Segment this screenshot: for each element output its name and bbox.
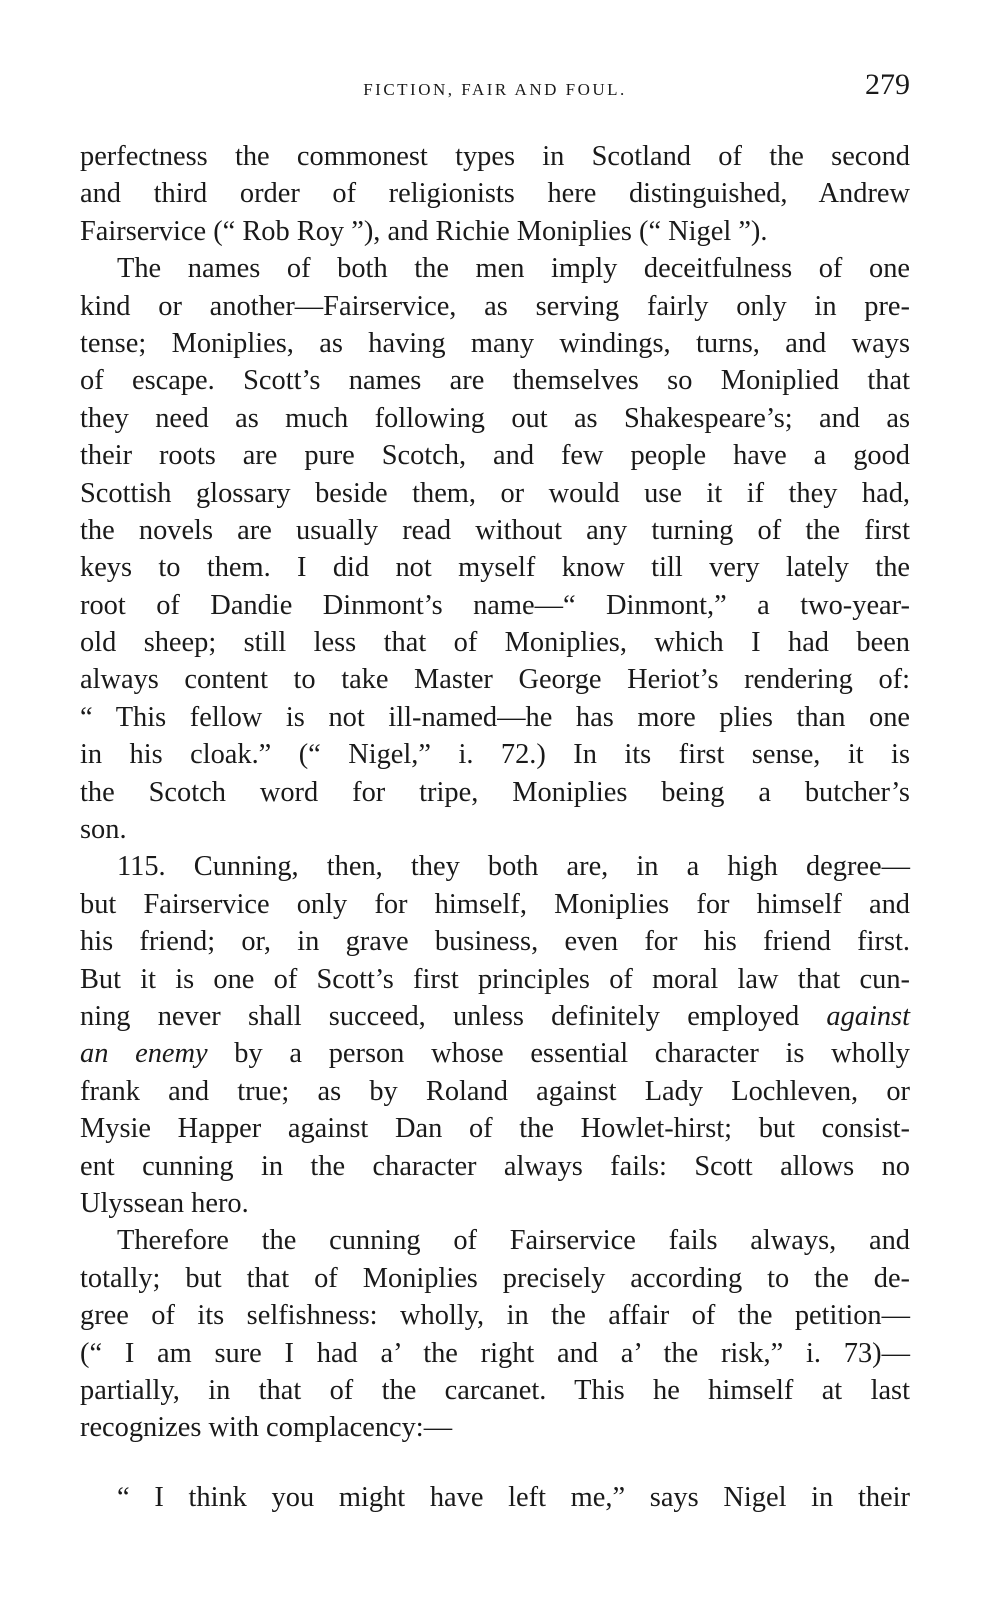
running-head xyxy=(80,68,910,112)
body-text xyxy=(80,138,910,1516)
text-line: Fairservice (“ Rob Roy ”), and Richie Moniplies (“ Nigel ”). xyxy=(80,215,768,247)
text-line: totally; but that of Moniplies precisely according to the de- xyxy=(80,1262,910,1294)
text-line: they need as much following out as Shakespeare’s; and as xyxy=(80,402,910,434)
text-line: in his cloak.” (“ Nigel,” i. 72.) In its first sense, it is xyxy=(80,739,910,771)
italic-phrase: against xyxy=(826,1000,910,1032)
text-line: of escape. Scott’s names are themselves so Moniplied that xyxy=(80,365,910,397)
text-line: Mysie Happer against Dan of the Howlet-hirst; but consist- xyxy=(80,1113,910,1145)
text-line: ent cunning in the character always fails: Scott allows no xyxy=(80,1150,910,1182)
text-line: But it is one of Scott’s first principles of moral law that cun- xyxy=(80,963,910,995)
text-line: kind or another—Fairservice, as serving fairly only in pre- xyxy=(80,290,910,322)
text-line: but Fairservice only for himself, Moniplies for himself and xyxy=(80,888,910,920)
text-line: the Scotch word for tripe, Moniplies being a butcher’s xyxy=(80,776,910,808)
text-line: old sheep; still less that of Moniplies, which I had been xyxy=(80,627,910,659)
text-line: Scottish glossary beside them, or would use it if they had, xyxy=(80,477,910,509)
text-line: tense; Moniplies, as having many windings, turns, and ways xyxy=(80,327,910,359)
text-line: (“ I am sure I had a’ the right and a’ the risk,” i. 73)— xyxy=(80,1337,910,1369)
text-segment: ning never shall succeed, unless definitely employed xyxy=(80,1000,800,1032)
text-line: “ This fellow is not ill-named—he has more plies than one xyxy=(80,701,910,733)
text-line: their roots are pure Scotch, and few people have a good xyxy=(80,440,910,472)
text-line xyxy=(80,998,910,1035)
italic-phrase: an enemy xyxy=(80,1038,208,1070)
text-line: always content to take Master George Heriot’s rendering of: xyxy=(80,664,910,696)
text-line: gree of its selfishness: wholly, in the affair of the petition— xyxy=(80,1300,910,1332)
page-number: 279 xyxy=(865,68,910,101)
text-line: his friend; or, in grave business, even for his friend first. xyxy=(80,926,910,958)
section-115-start-line: 115. Cunning, then, they both are, in a high degree— xyxy=(117,851,910,883)
text-line: son. xyxy=(80,814,127,846)
text-line: and third order of religionists here distinguished, Andrew xyxy=(80,178,910,210)
text-line: Ulyssean hero. xyxy=(80,1187,249,1219)
quotation-start-line: “ I think you might have left me,” says Nigel in their xyxy=(117,1481,910,1513)
text-line: recognizes with complacency:— xyxy=(80,1412,453,1444)
text-line: root of Dandie Dinmont’s name—“ Dinmont,” a two-year- xyxy=(80,589,910,621)
paragraph-start-line: The names of both the men imply deceitfulness of one xyxy=(117,253,910,285)
running-title: FICTION, FAIR AND FOUL. xyxy=(363,80,627,99)
text-line: frank and true; as by Roland against Lady Lochleven, or xyxy=(80,1075,910,1107)
text-line: partially, in that of the carcanet. This he himself at last xyxy=(80,1374,910,1406)
text-line: perfectness the commonest types in Scotland of the second xyxy=(80,141,910,172)
text-line: keys to them. I did not myself know till very lately the xyxy=(80,552,910,584)
paragraph-start-line: Therefore the cunning of Fairservice fails always, and xyxy=(117,1225,910,1257)
text-segment: by a person whose essential character is wholly xyxy=(234,1038,910,1070)
text-line: the novels are usually read without any turning of the first xyxy=(80,514,910,546)
text-line xyxy=(80,1035,910,1072)
